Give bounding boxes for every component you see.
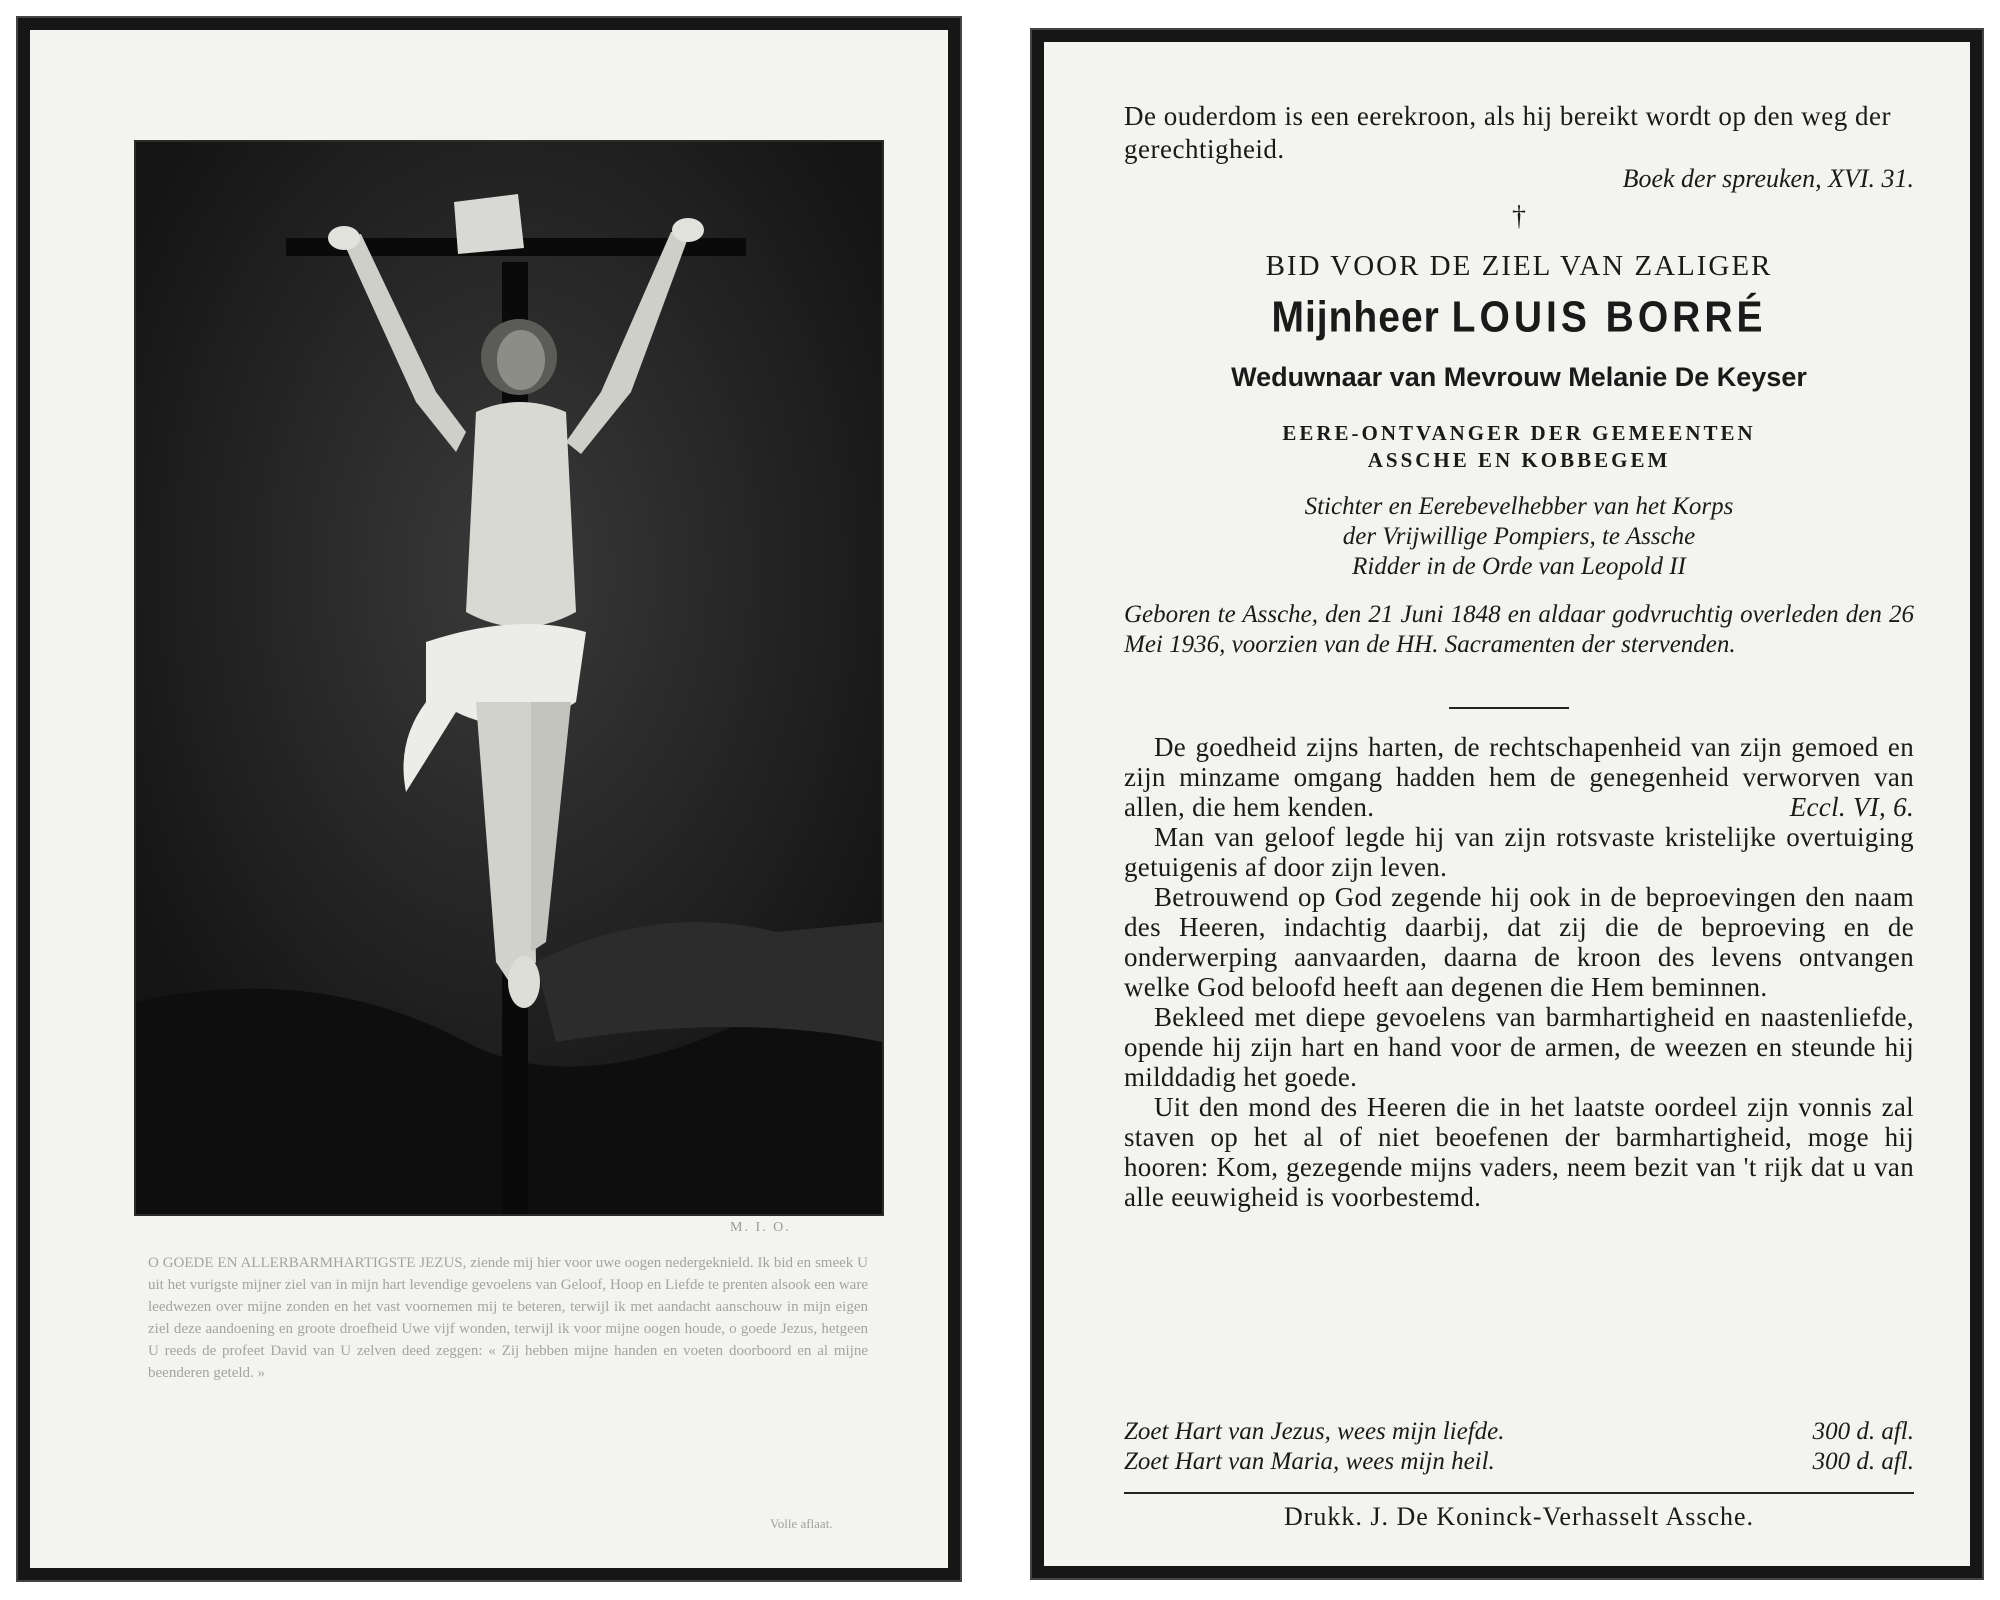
title-line-1: EERE-ONTVANGER DER GEMEENTEN xyxy=(1282,421,1756,445)
indulgence-value: 300 d. afl. xyxy=(1812,1418,1914,1445)
indulgence-row xyxy=(1124,1417,1914,1447)
divider-short xyxy=(1449,707,1569,709)
crucifixion-image xyxy=(134,140,884,1216)
biography xyxy=(1124,732,1914,1212)
honor-line-2: der Vrijwillige Pompiers, te Assche xyxy=(1342,523,1696,550)
indulgence-text: Zoet Hart van Jezus, wees mijn liefde. xyxy=(1124,1418,1505,1445)
bio-paragraph: De goedheid zijns harten, de rechtschapenheid van zijn gemoed en zijn minzame omgang hadden hem de genegenheid verworven van allen, die hem kenden. xyxy=(1124,732,1914,822)
official-titles xyxy=(1124,420,1914,474)
indulgence-row xyxy=(1124,1447,1914,1477)
crucifixion-illustration xyxy=(136,142,882,1214)
title-line-2: ASSCHE EN KOBBEGEM xyxy=(1367,448,1671,472)
plate-mark: M. I. O. xyxy=(730,1220,791,1235)
indulgence-value: 300 d. afl. xyxy=(1812,1448,1914,1475)
bio-paragraph: Bekleed met diepe gevoelens van barmhartigheid en naastenliefde, opende hij zijn hart en hand voor de armen, de weezen en steunde hij milddadig het goede. xyxy=(1124,1002,1914,1092)
bio-paragraph: Uit den mond des Heeren die in het laatste oordeel zijn vonnis zal staven op het al of niet beoefenen der barmhartigheid, moge hij hooren: Kom, gezegende mijns vaders, neem bezit van 't rijk dat u van alle eeuwigheid is voorbestemd. xyxy=(1124,1092,1914,1212)
printer-credit: Drukk. J. De Koninck-Verhasselt Assche. xyxy=(1283,1502,1755,1531)
epigraph-source: Boek der spreuken, XVI. 31. xyxy=(1622,164,1914,193)
indulgences xyxy=(1124,1417,1914,1477)
widower-line: Weduwnaar van Mevrouw Melanie De Keyser xyxy=(1231,362,1807,392)
prayer-end-note: Volle aflaat. xyxy=(770,1516,833,1531)
left-memorial-card xyxy=(18,18,960,1580)
pray-heading: BID VOOR DE ZIEL VAN ZALIGER xyxy=(1265,250,1773,282)
bio-paragraph: Betrouwend op God zegende hij ook in de beproevingen den naam des Heeren, indachtig daarbij, dat zij die de beproeving en de onderwerping aanvaarden, daarna de kroon des levens ontvangen welke God beloofd heeft aan degenen die Hem beminnen. xyxy=(1124,882,1914,1002)
cross-symbol: † xyxy=(1512,201,1526,232)
indulgence-text: Zoet Hart van Maria, wees mijn heil. xyxy=(1124,1448,1495,1475)
epigraph-quote: De ouderdom is een eerekroon, als hij bereikt wordt op den weg der gerechtigheid. xyxy=(1124,101,1892,164)
life-dates: Geboren te Assche, den 21 Juni 1848 en aldaar godvruchtig overleden den 26 Mei 1936, voorzien van de HH. Sacramenten der stervenden. xyxy=(1124,601,1914,658)
name-prefix: Mijnheer xyxy=(1271,293,1440,342)
deceased-name xyxy=(1124,293,1914,342)
honor-line-1: Stichter en Eerebevelhebber van het Korps xyxy=(1304,493,1734,520)
honors-block xyxy=(1124,492,1914,582)
divider-long xyxy=(1124,1492,1914,1494)
right-memorial-card xyxy=(1032,30,1982,1578)
bio-paragraph: Man van geloof legde hij van zijn rotsvaste kristelijke overtuiging getuigenis af door zijn leven. xyxy=(1124,822,1914,882)
bio-citation: Eccl. VI, 6. xyxy=(1789,792,1914,822)
name-main: LOUIS BORRÉ xyxy=(1451,293,1767,342)
indulgence-prayer: O GOEDE EN ALLERBARMHARTIGSTE JEZUS, ziende mij hier voor uwe oogen nedergeknield. Ik bid en smeek U uit het vurigste mijner ziel van in mijn hart levendige gevoelens van Geloof, Hoop en Liefde te prenten alsook een ware leedwezen over mijne zonden en het vast voornemen mij te beteren, terwijl ik met aandacht aanschouw in mijn eigen ziel deze aandoening en groote droefheid Uwe vijf wonden, terwijl ik voor mijne oogen houde, o goede Jezus, hetgeen U reeds de profeet David van U zelven deed zeggen: « Zij hebben mijne handen en voeten doorboord en al mijne beenderen geteld. » xyxy=(148,1255,868,1381)
honor-line-3: Ridder in de Orde van Leopold II xyxy=(1352,553,1686,580)
